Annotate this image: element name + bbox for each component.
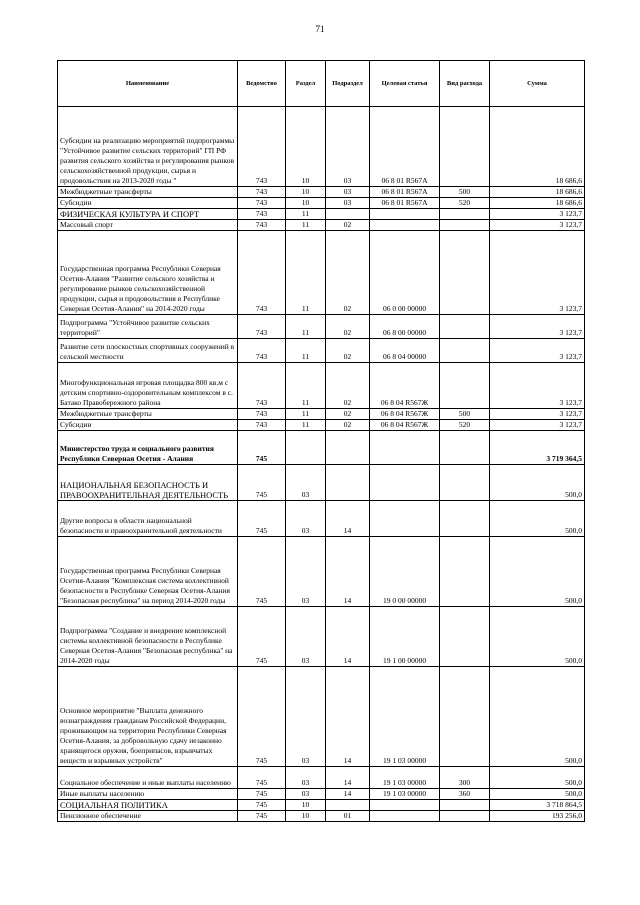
table-row [58, 811, 585, 822]
table-row [58, 231, 585, 315]
row-target-article-cell: 06 8 04 R567Ж [370, 363, 440, 409]
table-row [58, 209, 585, 220]
row-amount-cell: 3 123,7 [490, 339, 585, 363]
row-subsection-cell: 03 [326, 198, 370, 209]
row-expense-type-cell: 500 [440, 187, 490, 198]
row-name-cell: Межбюджетные трансферты [58, 187, 238, 198]
row-amount-cell: 3 123,7 [490, 231, 585, 315]
row-amount-cell: 500,0 [490, 789, 585, 800]
row-expense-type-cell [440, 465, 490, 501]
row-amount-cell: 18 686,6 [490, 198, 585, 209]
row-subsection-cell: 02 [326, 420, 370, 431]
table-row [58, 501, 585, 537]
row-section-cell: 10 [286, 187, 326, 198]
row-expense-type-cell: 520 [440, 420, 490, 431]
row-subsection-cell: 02 [326, 409, 370, 420]
row-amount-cell: 500,0 [490, 537, 585, 607]
row-target-article-cell: 06 8 01 R567А [370, 187, 440, 198]
row-name-cell: Подпрограмма "Устойчивое развитие сельских территорий" [58, 315, 238, 339]
row-target-article-cell [370, 800, 440, 811]
row-name-cell: Другие вопросы в области национальной безопасности и правоохранительной деятельности [58, 501, 238, 537]
row-name-cell: СОЦИАЛЬНАЯ ПОЛИТИКА [58, 800, 238, 811]
row-subsection-cell: 03 [326, 107, 370, 187]
row-name-cell: Иные выплаты населению [58, 789, 238, 800]
row-expense-type-cell [440, 537, 490, 607]
row-name-cell: Массовый спорт [58, 220, 238, 231]
row-expense-type-cell [440, 501, 490, 537]
row-amount-cell: 3 718 864,5 [490, 800, 585, 811]
row-subsection-cell: 03 [326, 187, 370, 198]
row-department-cell: 745 [238, 789, 286, 800]
row-department-cell: 743 [238, 339, 286, 363]
row-target-article-cell: 19 0 00 00000 [370, 537, 440, 607]
row-subsection-cell: 01 [326, 811, 370, 822]
row-expense-type-cell [440, 363, 490, 409]
row-department-cell: 745 [238, 607, 286, 667]
header-section: Раздел [286, 61, 326, 107]
row-department-cell: 743 [238, 107, 286, 187]
row-subsection-cell: 02 [326, 315, 370, 339]
row-department-cell: 745 [238, 667, 286, 767]
row-subsection-cell [326, 465, 370, 501]
row-name-cell: Социальное обеспечение и иные выплаты населению [58, 767, 238, 789]
row-department-cell: 743 [238, 231, 286, 315]
page-number: 71 [315, 24, 325, 34]
row-department-cell: 745 [238, 800, 286, 811]
row-subsection-cell: 14 [326, 767, 370, 789]
row-subsection-cell [326, 800, 370, 811]
table-row [58, 315, 585, 339]
row-expense-type-cell: 520 [440, 198, 490, 209]
row-section-cell: 10 [286, 811, 326, 822]
table-row [58, 465, 585, 501]
row-amount-cell: 3 719 364,5 [490, 431, 585, 465]
row-amount-cell: 500,0 [490, 501, 585, 537]
row-expense-type-cell [440, 339, 490, 363]
row-section-cell: 10 [286, 107, 326, 187]
row-subsection-cell: 14 [326, 537, 370, 607]
row-name-cell: Подпрограмма "Создание и внедрение комплексной системы коллективной безопасности в Республике Северная Осетия-Алания "Безопасная республика" на 2014-2020 годы [58, 607, 238, 667]
row-target-article-cell: 19 1 00 00000 [370, 607, 440, 667]
row-name-cell: Межбюджетные трансферты [58, 409, 238, 420]
row-name-cell: Государственная программа Республики Северная Осетия-Алания "Комплексная система коллективной безопасности в Республике Северная Осетия-Алания "Безопасная республика" на период 2014-2020 годы [58, 537, 238, 607]
row-section-cell: 03 [286, 789, 326, 800]
row-target-article-cell [370, 209, 440, 220]
row-expense-type-cell [440, 220, 490, 231]
row-department-cell: 743 [238, 209, 286, 220]
row-department-cell: 745 [238, 767, 286, 789]
row-target-article-cell: 19 1 03 00000 [370, 667, 440, 767]
table-row [58, 789, 585, 800]
row-amount-cell: 193 256,0 [490, 811, 585, 822]
header-amount: Сумма [490, 61, 585, 107]
row-department-cell: 745 [238, 465, 286, 501]
row-target-article-cell: 06 8 04 R567Ж [370, 409, 440, 420]
row-department-cell: 743 [238, 315, 286, 339]
row-expense-type-cell [440, 315, 490, 339]
row-subsection-cell: 02 [326, 339, 370, 363]
row-section-cell: 03 [286, 465, 326, 501]
table-row [58, 767, 585, 789]
row-name-cell: НАЦИОНАЛЬНАЯ БЕЗОПАСНОСТЬ И ПРАВООХРАНИТЕЛЬНАЯ ДЕЯТЕЛЬНОСТЬ [58, 465, 238, 501]
row-target-article-cell: 06 8 00 00000 [370, 315, 440, 339]
row-subsection-cell: 02 [326, 363, 370, 409]
row-expense-type-cell [440, 607, 490, 667]
row-section-cell: 11 [286, 363, 326, 409]
row-expense-type-cell [440, 800, 490, 811]
row-name-cell: Многофункциональная игровая площадка 800 кв.м с детским спортивно-оздоровительным комплексом в с. Батако Правобережного района [58, 363, 238, 409]
row-expense-type-cell [440, 231, 490, 315]
row-subsection-cell: 14 [326, 667, 370, 767]
row-amount-cell: 500,0 [490, 667, 585, 767]
row-department-cell: 743 [238, 187, 286, 198]
row-target-article-cell [370, 501, 440, 537]
row-expense-type-cell [440, 431, 490, 465]
table-row [58, 339, 585, 363]
row-amount-cell: 500,0 [490, 607, 585, 667]
row-target-article-cell: 06 8 01 R567А [370, 107, 440, 187]
row-amount-cell: 18 686,6 [490, 187, 585, 198]
row-section-cell: 03 [286, 667, 326, 767]
table-row [58, 607, 585, 667]
row-section-cell: 11 [286, 209, 326, 220]
row-target-article-cell: 06 8 04 00000 [370, 339, 440, 363]
row-department-cell: 743 [238, 220, 286, 231]
row-section-cell: 03 [286, 607, 326, 667]
table-row [58, 409, 585, 420]
row-amount-cell: 500,0 [490, 767, 585, 789]
budget-table [57, 60, 585, 822]
row-amount-cell: 3 123,7 [490, 315, 585, 339]
row-section-cell: 10 [286, 800, 326, 811]
table-header-row [58, 61, 585, 107]
row-subsection-cell: 02 [326, 220, 370, 231]
table-row [58, 800, 585, 811]
row-section-cell: 11 [286, 315, 326, 339]
row-subsection-cell [326, 209, 370, 220]
row-section-cell [286, 431, 326, 465]
row-expense-type-cell [440, 811, 490, 822]
row-amount-cell: 3 123,7 [490, 220, 585, 231]
row-name-cell: Субсидии [58, 420, 238, 431]
row-section-cell: 03 [286, 537, 326, 607]
row-expense-type-cell [440, 667, 490, 767]
row-department-cell: 743 [238, 420, 286, 431]
row-name-cell: Пенсионное обеспечение [58, 811, 238, 822]
row-section-cell: 03 [286, 767, 326, 789]
row-section-cell: 03 [286, 501, 326, 537]
row-department-cell: 743 [238, 363, 286, 409]
row-target-article-cell: 06 0 00 00000 [370, 231, 440, 315]
row-section-cell: 10 [286, 198, 326, 209]
row-department-cell: 743 [238, 198, 286, 209]
row-section-cell: 11 [286, 409, 326, 420]
table-row [58, 220, 585, 231]
row-expense-type-cell: 500 [440, 409, 490, 420]
row-expense-type-cell [440, 209, 490, 220]
table-row [58, 537, 585, 607]
table-row [58, 107, 585, 187]
row-amount-cell: 3 123,7 [490, 409, 585, 420]
row-subsection-cell: 02 [326, 231, 370, 315]
header-expense-type: Вид расхода [440, 61, 490, 107]
row-name-cell: Министерство труда и социального развития Республики Северная Осетия - Алания [58, 431, 238, 465]
row-section-cell: 11 [286, 231, 326, 315]
row-amount-cell: 3 123,7 [490, 209, 585, 220]
row-department-cell: 743 [238, 409, 286, 420]
table-row [58, 198, 585, 209]
row-expense-type-cell: 360 [440, 789, 490, 800]
row-target-article-cell [370, 811, 440, 822]
row-amount-cell: 500,0 [490, 465, 585, 501]
row-expense-type-cell: 300 [440, 767, 490, 789]
header-target-article: Целевая статья [370, 61, 440, 107]
table-row [58, 363, 585, 409]
row-target-article-cell: 19 1 03 00000 [370, 767, 440, 789]
row-target-article-cell [370, 431, 440, 465]
row-department-cell: 745 [238, 501, 286, 537]
row-section-cell: 11 [286, 339, 326, 363]
row-amount-cell: 3 123,7 [490, 363, 585, 409]
header-subsection: Подраздел [326, 61, 370, 107]
row-name-cell: ФИЗИЧЕСКАЯ КУЛЬТУРА И СПОРТ [58, 209, 238, 220]
table-row [58, 431, 585, 465]
row-section-cell: 11 [286, 420, 326, 431]
table-row [58, 187, 585, 198]
row-subsection-cell: 14 [326, 501, 370, 537]
row-subsection-cell [326, 431, 370, 465]
row-department-cell: 745 [238, 537, 286, 607]
row-subsection-cell: 14 [326, 607, 370, 667]
row-name-cell: Основное мероприятие "Выплата денежного вознаграждения гражданам Российской Федерации, проживающим на территории Республики Северная Осетия-Алания, за добровольную сдачу незаконно хранящегося оружия, боеприпасов, взрывчатых веществ и взрывных устройств" [58, 667, 238, 767]
row-department-cell: 745 [238, 811, 286, 822]
row-target-article-cell: 06 8 01 R567А [370, 198, 440, 209]
row-name-cell: Государственная программа Республики Северная Осетия-Алания "Развитие сельского хозяйства и регулирование рынков сельскохозяйственной продукции, сырья и продовольствия в Республике Северная Осетия-Алания" на 2014-2020 годы [58, 231, 238, 315]
table-row [58, 420, 585, 431]
row-name-cell: Развитие сети плоскостных спортивных сооружений в сельской местности [58, 339, 238, 363]
row-target-article-cell [370, 465, 440, 501]
row-target-article-cell: 06 8 04 R567Ж [370, 420, 440, 431]
table-row [58, 667, 585, 767]
row-name-cell: Субсидии на реализацию мероприятий подпрограммы "Устойчивое развитие сельских территорий" ГП РФ развития сельского хозяйства и регулирования рынков сельскохозяйственной продукции, сырья и продовольствия на 2013-2020 годы " [58, 107, 238, 187]
row-department-cell: 745 [238, 431, 286, 465]
row-target-article-cell [370, 220, 440, 231]
row-target-article-cell: 19 1 03 00000 [370, 789, 440, 800]
header-name: Наименование [58, 61, 238, 107]
row-amount-cell: 3 123,7 [490, 420, 585, 431]
row-expense-type-cell [440, 107, 490, 187]
header-department: Ведомство [238, 61, 286, 107]
row-subsection-cell: 14 [326, 789, 370, 800]
row-name-cell: Субсидии [58, 198, 238, 209]
row-section-cell: 11 [286, 220, 326, 231]
row-amount-cell: 18 686,6 [490, 107, 585, 187]
